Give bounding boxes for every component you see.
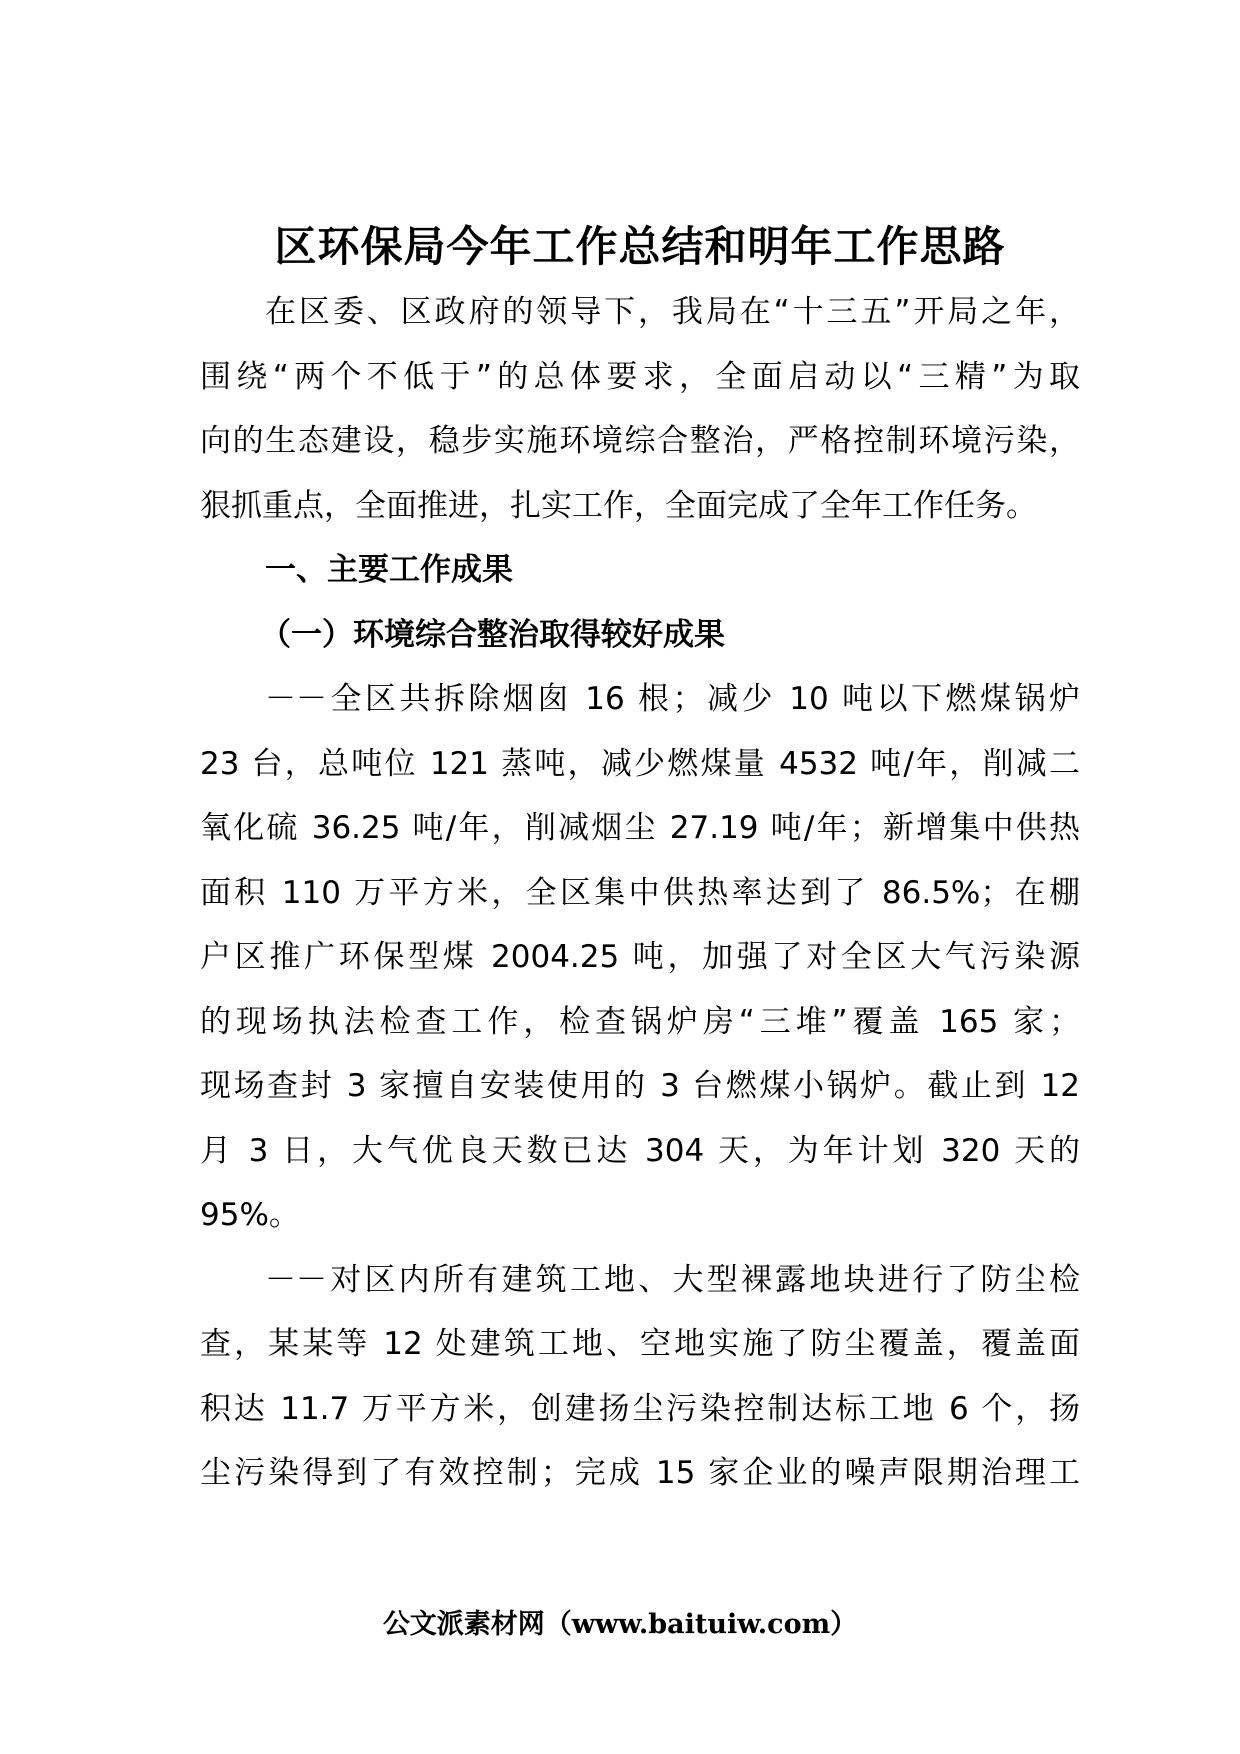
text-line: 面积 110 万平方米，全区集中供热率达到了 86.5%；在棚 [200,874,1080,911]
text-line: －－全区共拆除烟囱 16 根；减少 10 吨以下燃煤锅炉 [265,681,1080,717]
text-line: 95%。 [200,1197,300,1233]
document-page [200,214,1080,1506]
text-line: 的现场执法检查工作，检查锅炉房“三堆”覆盖 165 家； [200,1003,1080,1040]
text-line: 围绕“两个不低于”的总体要求，全面启动以“三精”为取 [200,358,1080,395]
subsection-heading: （一）环境综合整治取得较好成果 [260,616,725,653]
text-line: －－对区内所有建筑工地、大型裸露地块进行了防尘检 [265,1261,1080,1298]
text-line: 狠抓重点，全面推进，扎实工作，全面完成了全年工作任务。 [200,487,1037,524]
text-line: 户区推广环保型煤 2004.25 吨，加强了对全区大气污染源 [200,939,1080,975]
section-heading: 一、主要工作成果 [265,552,513,588]
paragraph-air-pollution [200,667,1080,1248]
text-line: 现场查封 3 家擅自安装使用的 3 台燃煤小锅炉。截止到 12 [200,1068,1080,1104]
text-line: 尘污染得到了有效控制；完成 15 家企业的噪声限期治理工 [200,1455,1080,1491]
text-line: 氧化硫 36.25 吨/年，削减烟尘 27.19 吨/年；新增集中供热 [200,810,1080,846]
paragraph-dust-noise [200,1248,1080,1506]
text-line: 积达 11.7 万平方米，创建扬尘污染控制达标工地 6 个，扬 [200,1390,1080,1427]
text-line: 23 台，总吨位 121 蒸吨，减少燃煤量 4532 吨/年，削减二 [200,745,1080,782]
footer-watermark: 公文派素材网（www.baituiw.com） [382,1609,858,1640]
text-line: 月 3 日，大气优良天数已达 304 天，为年计划 320 天的 [200,1132,1080,1169]
document-body [200,280,1080,1506]
document-title: 区环保局今年工作总结和明年工作思路 [274,222,1006,271]
text-line: 向的生态建设，稳步实施环境综合整治，严格控制环境污染， [200,423,1080,459]
text-line: 查，某某等 12 处建筑工地、空地实施了防尘覆盖，覆盖面 [200,1326,1080,1362]
intro-paragraph [200,280,1080,538]
text-line: 在区委、区政府的领导下，我局在“十三五”开局之年， [265,294,1080,330]
